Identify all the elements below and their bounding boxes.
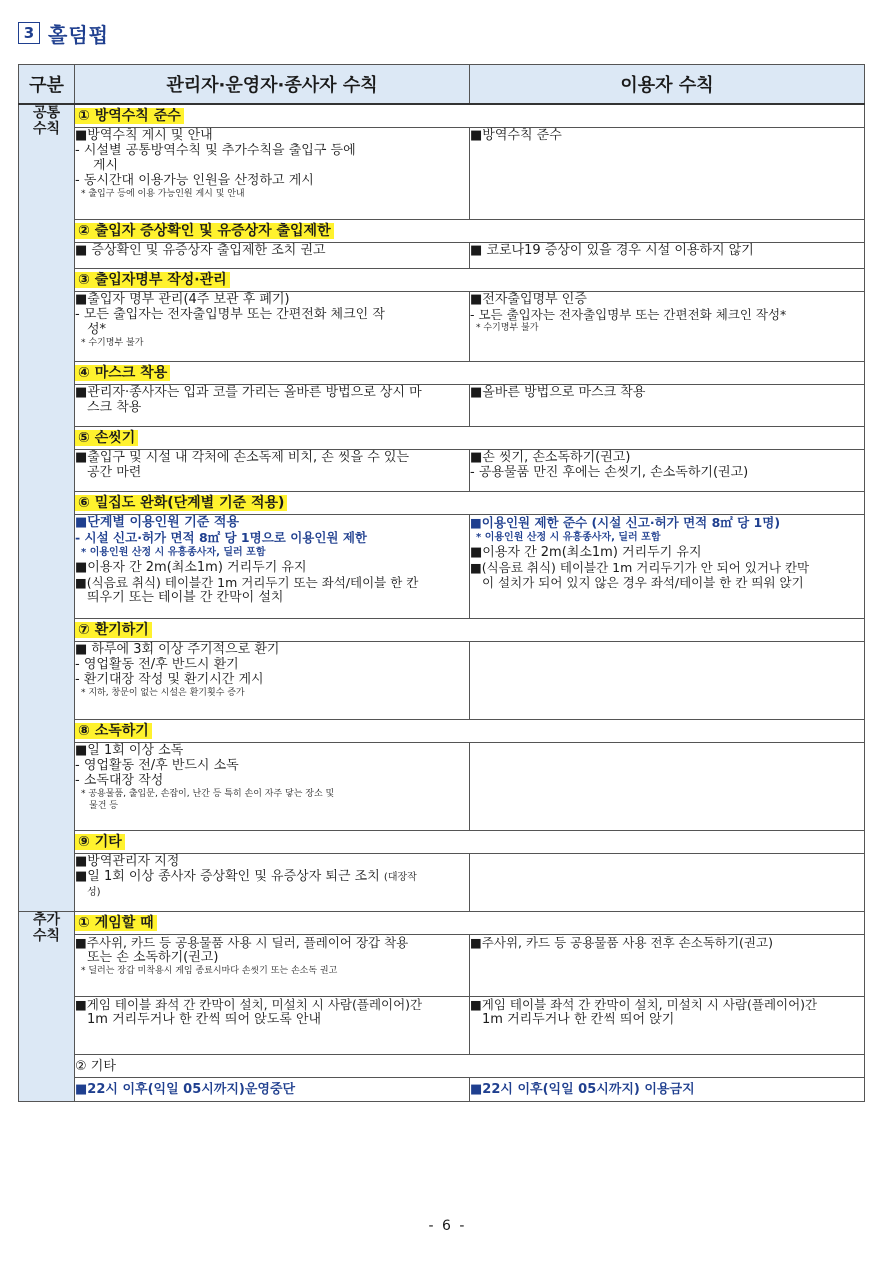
section-header-9: ⑨ 기타 — [75, 831, 865, 854]
manager-rule-extra-2: ■22시 이후(익일 05시까지)운영중단 — [75, 1078, 470, 1102]
rules-table — [18, 64, 865, 1102]
user-rule-7 — [470, 642, 865, 720]
user-rule-3: ■전자출입명부 인증 - 모든 출입자는 전자출입명부 또는 간편전화 체크인 작성* * 수기명부 불가 — [470, 292, 865, 362]
manager-rule-4: ■관리자·종사자는 입과 코를 가리는 올바른 방법으로 상시 마 스크 착용 — [75, 385, 470, 427]
manager-rule-3: ■출입자 명부 관리(4주 보관 후 폐기) - 모든 출입자는 전자출입명부 또는 간편전화 체크인 작 성* * 수기명부 불가 — [75, 292, 470, 362]
manager-rule-extra-1b: ■게임 테이블 좌석 간 칸막이 설치, 미설치 시 사람(플레이어)간 1m 거리두거나 한 칸씩 띄어 앉도록 안내 — [75, 997, 470, 1055]
section-header-extra-1: ① 게임할 때 — [75, 912, 865, 935]
user-rule-2: ■ 코로나19 증상이 있을 경우 시설 이용하지 않기 — [470, 243, 865, 269]
section-header-7: ⑦ 환기하기 — [75, 619, 865, 642]
user-rule-5: ■손 씻기, 손소독하기(권고) - 공용물품 만진 후에는 손씻기, 손소독하기(권고) — [470, 450, 865, 492]
manager-rule-2: ■ 증상확인 및 유증상자 출입제한 조치 권고 — [75, 243, 470, 269]
section-header-2: ② 출입자 증상확인 및 유증상자 출입제한 — [75, 220, 865, 243]
section-header-5: ⑤ 손씻기 — [75, 427, 865, 450]
manager-rule-1: ■방역수칙 게시 및 안내 - 시설별 공통방역수칙 및 추가수칙을 출입구 등에 게시 - 동시간대 이용가능 인원을 산정하고 게시 * 출입구 등에 이용 가능인원 게시 및 안내 — [75, 128, 470, 220]
section-header-6: ⑥ 밀집도 완화(단계별 기준 적용) — [75, 492, 865, 515]
header-category: 구분 — [19, 65, 75, 105]
user-rule-9 — [470, 854, 865, 912]
manager-rule-9: ■방역관리자 지정 ■일 1회 이상 종사자 증상확인 및 유증상자 퇴근 조치 (대장작 성) — [75, 854, 470, 912]
user-rule-6: ■이용인원 제한 준수 (시설 신고·허가 면적 8㎡ 당 1명) * 이용인원 산정 시 유흥종사자, 딜러 포함 ■이용자 간 2m(최소1m) 거리두기 유지 ■(식음료 취식) 테이블간 1m 거리두기가 안 되어 있거나 칸막 이 설치가 되어 있지 않은 경우 좌석/테이블 한 칸 띄워 앉기 — [470, 515, 865, 619]
manager-rule-7: ■ 하루에 3회 이상 주기적으로 환기 - 영업활동 전/후 반드시 환기 - 환기대장 작성 및 환기시간 게시 * 지하, 창문이 없는 시설은 환기횟수 증가 — [75, 642, 470, 720]
header-user: 이용자 수칙 — [470, 65, 865, 105]
manager-rule-6: ■단계별 이용인원 기준 적용 - 시설 신고·허가 면적 8㎡ 당 1명으로 이용인원 제한 * 이용인원 산정 시 유흥종사자, 딜러 포함 ■이용자 간 2m(최소1m) 거리두기 유지 ■(식음료 취식) 테이블간 1m 거리두기 또는 좌석/테이블 한 칸 띄우기 또는 테이블 간 칸막이 설치 — [75, 515, 470, 619]
manager-rule-extra-1a: ■주사위, 카드 등 공용물품 사용 시 딜러, 플레이어 장갑 착용 또는 손 소독하기(권고) * 딜러는 장갑 미착용시 게임 종료시마다 손씻기 또는 손소독 권고 — [75, 935, 470, 997]
category-extra: 추가 수칙 — [19, 912, 75, 1102]
section-title-text: 홀덤펍 — [48, 22, 109, 47]
category-common: 공통 수칙 — [19, 104, 75, 912]
header-row — [19, 65, 865, 105]
header-manager: 관리자·운영자·종사자 수칙 — [75, 65, 470, 105]
section-header-4: ④ 마스크 착용 — [75, 362, 865, 385]
user-rule-1: ■방역수칙 준수 — [470, 128, 865, 220]
user-rule-extra-2: ■22시 이후(익일 05시까지) 이용금지 — [470, 1078, 865, 1102]
manager-rule-8: ■일 1회 이상 소독 - 영업활동 전/후 반드시 소독 - 소독대장 작성 * 공용물품, 출입문, 손잡이, 난간 등 특히 손이 자주 닿는 장소 및 물건 등 — [75, 743, 470, 831]
user-rule-4: ■올바른 방법으로 마스크 착용 — [470, 385, 865, 427]
section-title — [18, 18, 109, 48]
section-header-extra-2: ② 기타 — [75, 1055, 865, 1078]
section-header-8: ⑧ 소독하기 — [75, 720, 865, 743]
section-header-3: ③ 출입자명부 작성·관리 — [75, 269, 865, 292]
section-number-box: 3 — [18, 22, 40, 44]
user-rule-extra-1b: ■게임 테이블 좌석 간 칸막이 설치, 미설치 시 사람(플레이어)간 1m 거리두거나 한 칸씩 띄어 앉기 — [470, 997, 865, 1055]
user-rule-extra-1a: ■주사위, 카드 등 공용물품 사용 전후 손소독하기(권고) — [470, 935, 865, 997]
user-rule-8 — [470, 743, 865, 831]
manager-rule-5: ■출입구 및 시설 내 각처에 손소독제 비치, 손 씻을 수 있는 공간 마련 — [75, 450, 470, 492]
section-header-1: ① 방역수칙 준수 — [75, 104, 865, 128]
page-number: - 6 - — [428, 1218, 467, 1234]
